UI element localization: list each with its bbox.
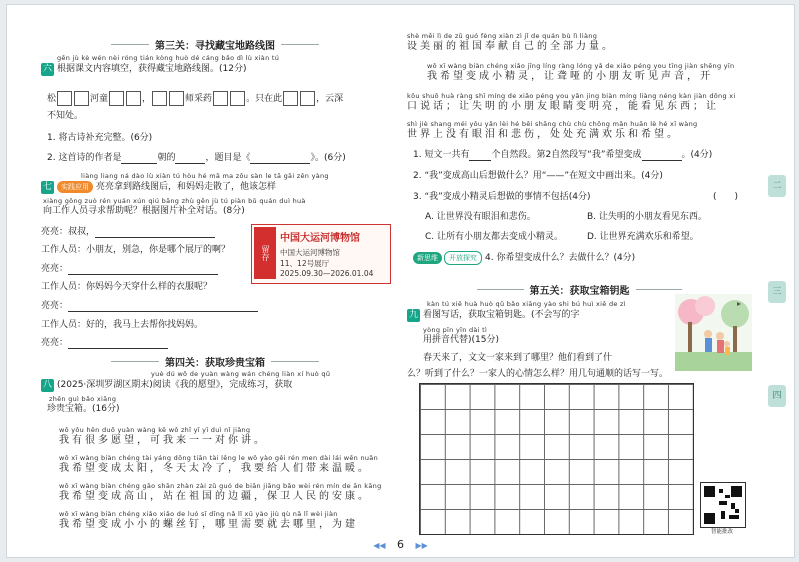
ticket-stub-badge: 留存 <box>254 227 276 279</box>
passage-line: 我希望变成高山，站在祖国的边疆，保卫人民的安康。 <box>59 491 371 502</box>
question-text: 亮亮拿到路线图后，和妈妈走散了，他该怎样 <box>96 182 277 192</box>
passage-line: 设美丽的祖国奉献自己的全部力量。 <box>407 41 615 52</box>
poem-fill-end: 不知处。 <box>47 111 84 121</box>
side-tab: 四 <box>768 385 786 407</box>
dialog-line: 亮亮： <box>41 301 389 312</box>
answer-box[interactable] <box>213 91 228 106</box>
subquestion-2: 2. 这首诗的作者是 朝的 ，题目是《 》。(6分) <box>47 153 346 163</box>
pinyin-line: xiàng gōng zuò rén yuán xún qiú bāng zhù gēn jù tú piàn bǔ quán duì huà <box>43 197 306 205</box>
answer-box[interactable] <box>152 91 167 106</box>
section-4-header: 第四关：获取珍贵宝箱 <box>41 354 389 368</box>
question-text: 根据课文内容填空，获得藏宝地路线图。(12分) <box>57 64 247 74</box>
answer-blank[interactable] <box>95 237 215 238</box>
dialog-line: 亮亮： <box>41 338 389 349</box>
ticket-line: 11、12号展厅 <box>280 259 330 268</box>
right-column <box>407 5 752 535</box>
ticket-line: 2025.09.30—2026.01.04 <box>280 269 374 278</box>
question-7 <box>41 181 389 194</box>
answer-box[interactable] <box>169 91 184 106</box>
dialog-line: 亮亮： <box>41 264 389 275</box>
answer-box[interactable] <box>57 91 72 106</box>
subquestion-1: 1. 短文一共有 个自然段。第2自然段写“我”希望变成 。(4分) <box>413 150 713 160</box>
section-5-header: 第五关：获取宝箱钥匙 <box>407 282 752 296</box>
question-number: 八 <box>42 380 52 390</box>
dialog-line: 工作人员：你妈妈今天穿什么样的衣服呢？ <box>41 282 213 292</box>
option-c[interactable]: C. 让所有小朋友都去变成小精灵。 <box>425 232 564 242</box>
passage-line: 我希望变成小小的螺丝钉，哪里需要就去哪里，为建 <box>59 519 358 530</box>
subquestion-1: 1. 将古诗补充完整。(6分) <box>47 133 153 143</box>
question-8 <box>41 379 389 392</box>
question-text: (2025·深圳罗湖区期末)阅读《我的愿望》，完成练习，获取 <box>57 380 293 390</box>
pinyin-line: yòng pīn yīn dài tì <box>423 326 488 334</box>
pinyin-line: kǒu shuō huà ràng shī míng de xiǎo péng you yǎn jing biàn míng liàng néng kàn jiàn dōng xi <box>407 92 736 100</box>
prev-page-icon[interactable]: ◀◀ <box>373 541 386 550</box>
pinyin-line: wǒ xī wàng biàn chéng gāo shān zhàn zài zǔ guó de biān jiāng bǎo wèi rén mín de ān kāng <box>59 482 382 490</box>
pinyin-line: gēn jù kè wén nèi róng tián kòng huò dé cáng bǎo dì lù xiàn tú <box>57 54 280 62</box>
answer-blank[interactable] <box>642 160 682 161</box>
question-6 <box>41 63 389 76</box>
museum-logo: 中国大运河博物馆 <box>280 233 360 244</box>
pinyin-line: liàng liang ná dào lù xiàn tú hòu hé mā ma zǒu sàn le tā gāi zěn yàng <box>81 172 329 180</box>
passage-line: 世界上没有眼泪和悲伤，处处充满欢乐和希望。 <box>407 129 680 140</box>
next-page-icon[interactable]: ▶▶ <box>415 541 428 550</box>
pinyin-line: shì jiè shang méi yǒu yǎn lèi hé bēi shāng chù chù chōng mǎn huān lè hé xī wàng <box>407 120 698 128</box>
passage-line: 口说话；让失明的小朋友眼睛变明亮，能看见东西；让 <box>407 101 719 112</box>
subquestion-4: 新思维 开放探究 4. 你希望变成什么？去做什么？(4分) <box>413 251 752 265</box>
qr-caption: 智能批改 <box>710 529 733 535</box>
prompt-line: 么？听到了什么？一家人的心情怎么样？用几句通顺的话写一写。 <box>407 369 669 379</box>
passage-line: 我有很多愿望，可我来一一对你讲。 <box>59 435 267 446</box>
answer-box[interactable] <box>126 91 141 106</box>
answer-paren[interactable]: ( ) <box>713 192 739 202</box>
museum-ticket-image <box>251 224 391 284</box>
dialog-line: 工作人员：好的，我马上去帮你找妈妈。 <box>41 320 204 330</box>
pinyin-line: wǒ xī wàng biàn chéng xiǎo xiǎo de luó sī dīng nǎ lǐ xū yào jiù qù nǎ lǐ wèi jiàn <box>59 510 338 518</box>
question-text: 看图写话，获取宝箱钥匙。(不会写的字 <box>423 310 580 320</box>
answer-blank[interactable] <box>121 163 157 164</box>
new-thinking-tag: 新思维 <box>413 252 442 264</box>
pinyin-line: wǒ xī wàng biàn chéng xiǎo jīng líng ràng lóng yǎ de xiǎo péng you tīng jiàn shēng yīn <box>427 62 735 70</box>
answer-box[interactable] <box>283 91 298 106</box>
option-a[interactable]: A. 让世界没有眼泪和悲伤。 <box>425 212 536 222</box>
question-text: 用拼音代替)(15分) <box>423 335 499 345</box>
pinyin-line: zhēn guì bǎo xiāng <box>49 395 117 403</box>
option-b[interactable]: B. 让失明的小朋友看见东西。 <box>587 212 707 222</box>
question-number: 七 <box>42 182 52 192</box>
passage-line: 我希望变成太阳，冬天太冷了，我要给人们带来温暖。 <box>59 463 371 474</box>
answer-box[interactable] <box>109 91 124 106</box>
answer-blank[interactable] <box>469 160 491 161</box>
section-3-header: 第三关：寻找藏宝地路线图 <box>41 37 389 51</box>
family-spring-illustration <box>675 294 752 371</box>
open-explore-tag: 开放探究 <box>444 251 482 265</box>
answer-blank[interactable] <box>175 163 205 164</box>
poem-fill-line: 松 河童 ， 师采药 。只在此 ，云深 <box>47 89 389 109</box>
question-text: 向工作人员寻求帮助呢？根据图片补全对话。(8分) <box>43 206 245 216</box>
dialog-line: 亮亮：叔叔， <box>41 227 389 238</box>
answer-blank[interactable] <box>68 348 168 349</box>
answer-blank[interactable] <box>250 163 310 164</box>
answer-blank[interactable] <box>68 311 258 312</box>
answer-blank[interactable] <box>68 274 218 275</box>
page-number: 6 <box>397 538 404 551</box>
side-tab: 二 <box>768 175 786 197</box>
page-footer <box>7 538 794 551</box>
qr-code-icon[interactable] <box>700 482 746 528</box>
writing-grid[interactable] <box>419 383 694 535</box>
option-d[interactable]: D. 让世界充满欢乐和希望。 <box>587 232 699 242</box>
subquestion-3: 3. “我”变成小精灵后想做的事情不包括(4分) ( ) <box>413 192 739 202</box>
question-text: 珍贵宝箱。(16分) <box>47 404 120 414</box>
pinyin-line: kàn tú xiě huà huò qǔ bǎo xiāng yào shi bú huì xiě de zì <box>427 300 626 308</box>
side-tab: 三 <box>768 281 786 303</box>
practice-tag: 实践应用 <box>57 181 93 193</box>
question-number: 六 <box>42 64 52 74</box>
passage-line: 我希望变成小精灵，让聋哑的小朋友听见声音，开 <box>427 71 713 82</box>
pinyin-line: wǒ xī wàng biàn chéng tài yáng dōng tiān tài lěng le wǒ yào gěi rén men dài lái wēn nuǎn <box>59 454 379 462</box>
answer-box[interactable] <box>300 91 315 106</box>
prompt-line: 春天来了，文文一家来到了哪里？他们看到了什 <box>423 353 613 363</box>
answer-box[interactable] <box>230 91 245 106</box>
left-column <box>41 5 389 535</box>
answer-box[interactable] <box>74 91 89 106</box>
question-number: 九 <box>408 310 418 320</box>
pinyin-line: shè měi lì de zǔ guó fèng xiàn zì jǐ de quán bù lì liàng <box>407 32 598 40</box>
subquestion-2: 2. “我”变成高山后想做什么？用“——”在短文中画出来。(4分) <box>413 171 663 181</box>
worksheet-page <box>6 4 795 558</box>
dialog-line: 工作人员：小朋友，别急，你是哪个展厅的啊？ <box>41 245 231 255</box>
ticket-line: 中国大运河博物馆 <box>280 248 340 257</box>
pinyin-line: wǒ yǒu hěn duō yuàn wàng kě wǒ zhǐ yī yī duì nǐ jiǎng <box>59 426 251 434</box>
pinyin-line: yuè dú wǒ de yuàn wàng wán chéng liàn xí huò qǔ <box>151 370 331 378</box>
